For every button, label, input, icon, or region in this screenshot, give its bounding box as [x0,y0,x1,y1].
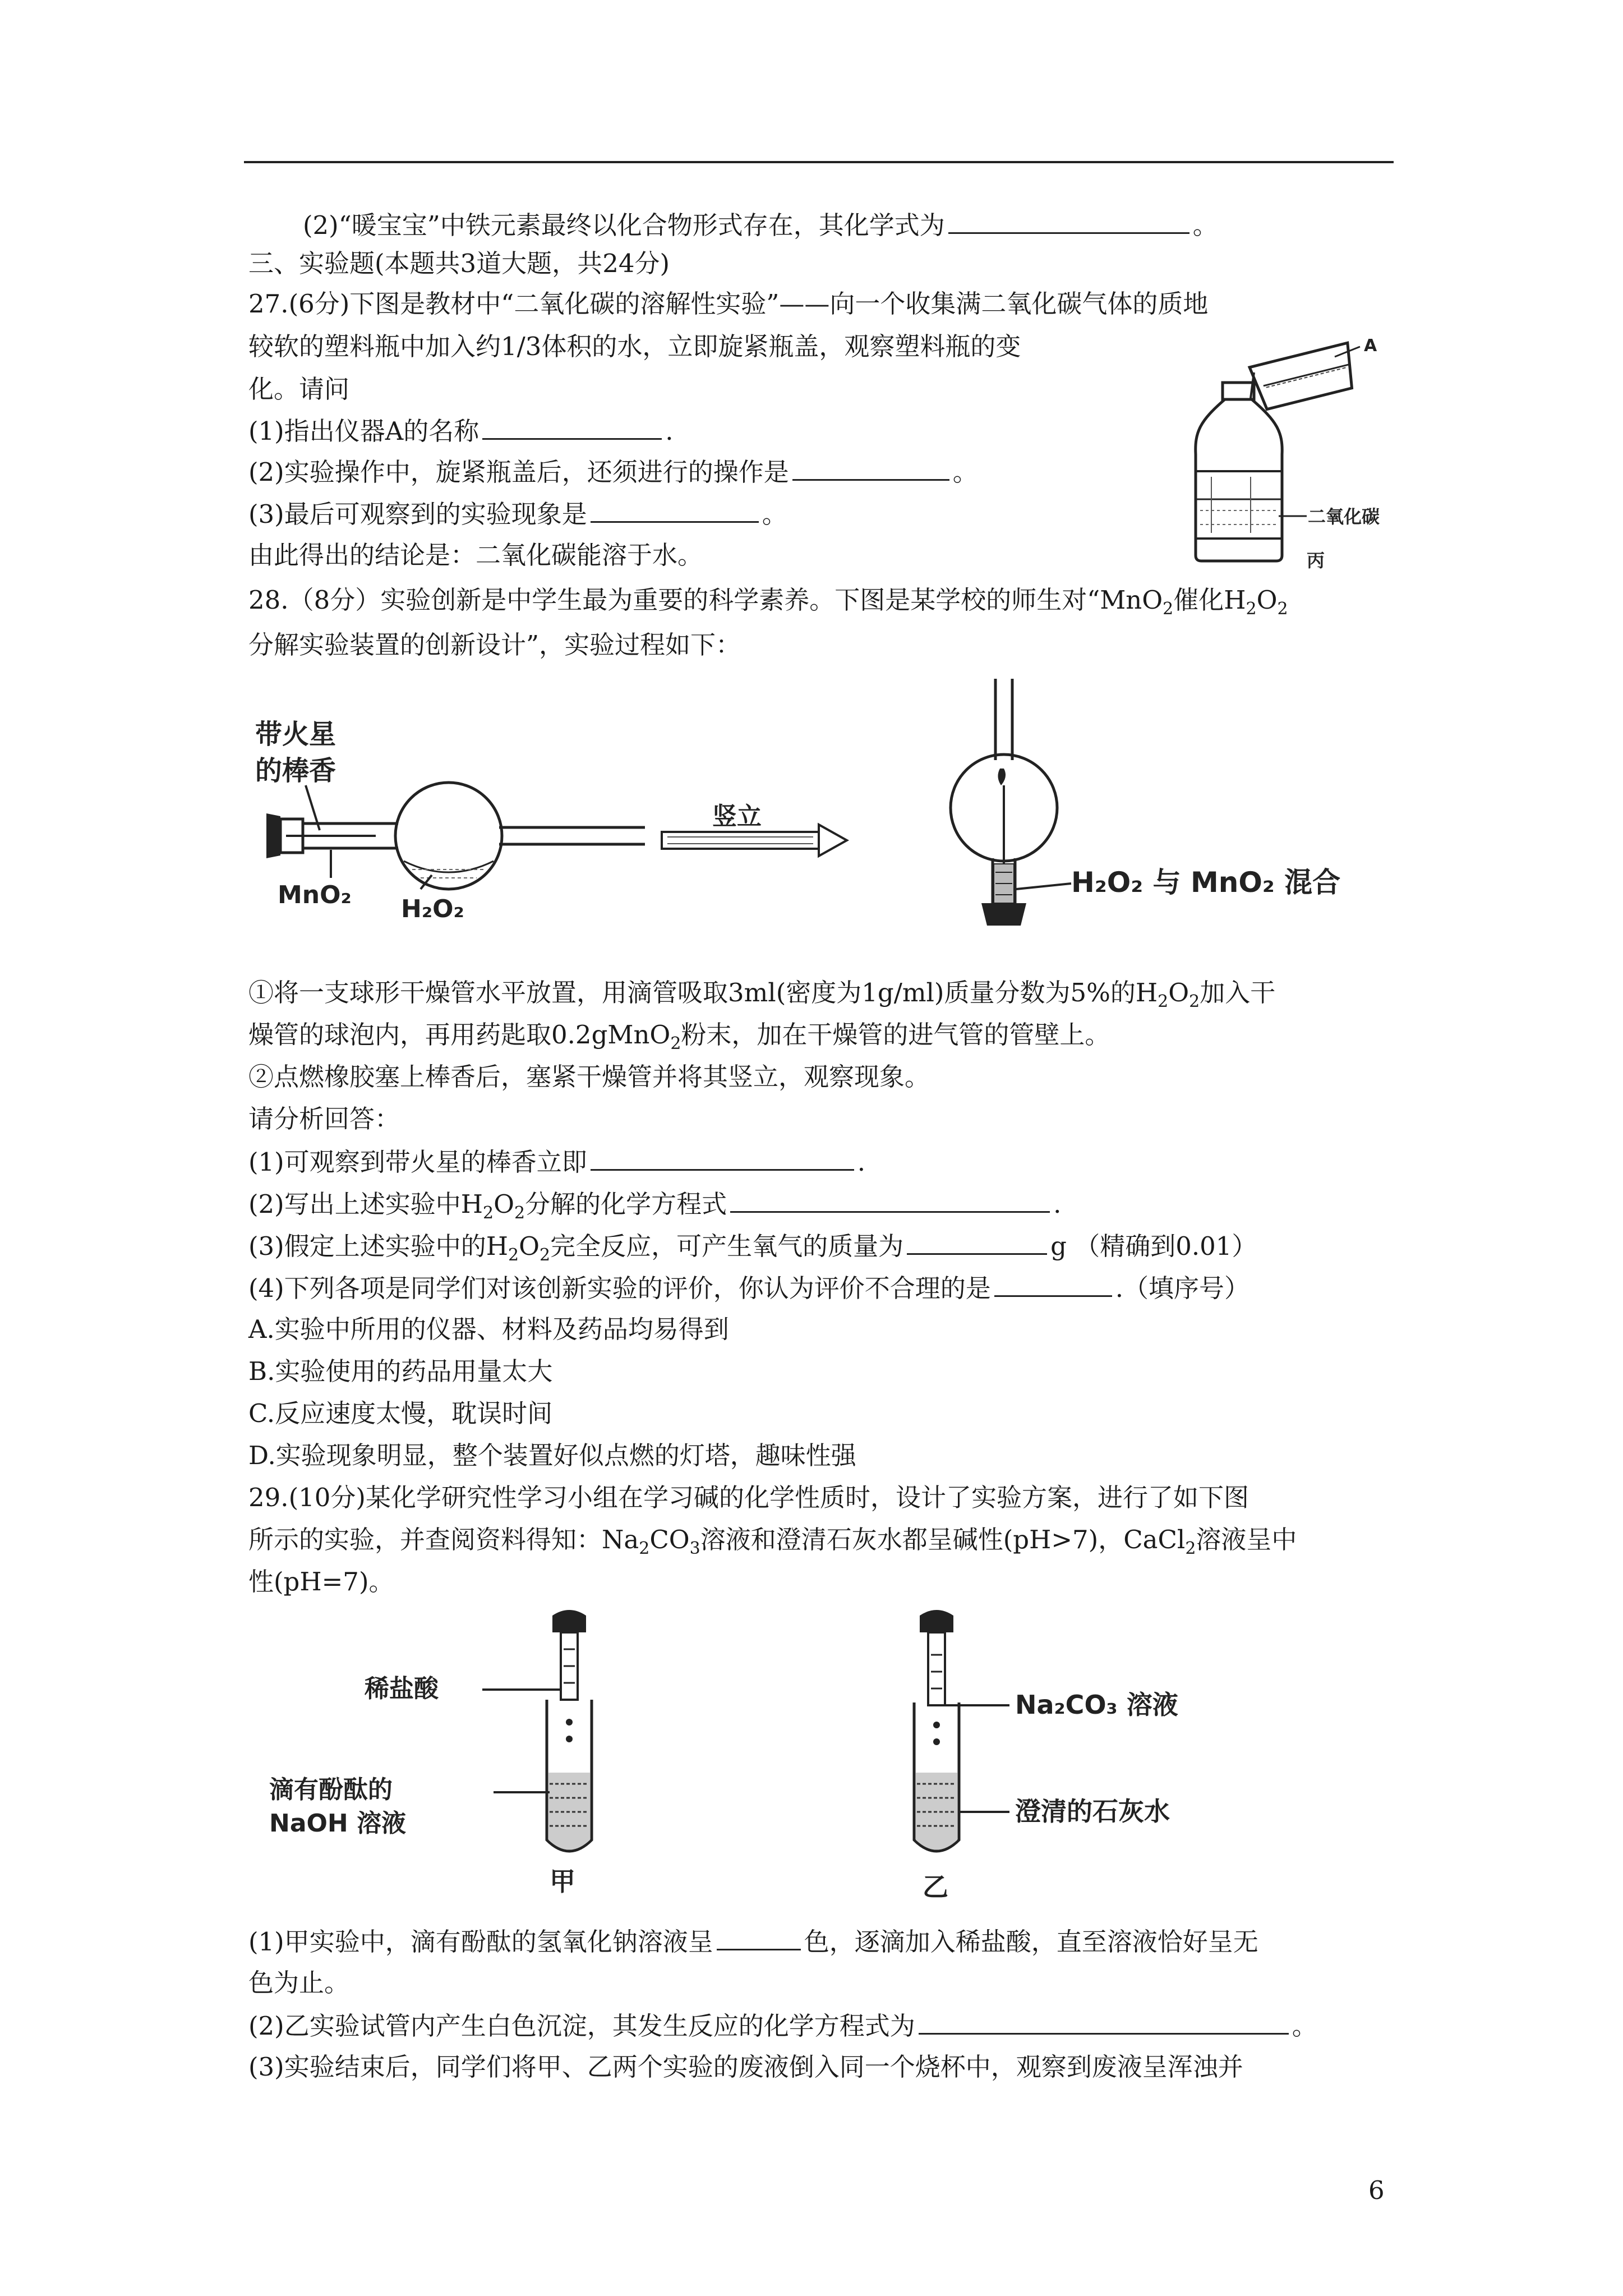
answer-blank[interactable] [591,496,759,523]
answer-blank[interactable] [948,208,1189,234]
q27-item3: (3)最后可观察到的实验现象是 。 [248,496,787,531]
label-co2: 二氧化碳 [1308,506,1380,527]
q27-item2: (2)实验操作中，旋紧瓶盖后，还须进行的操作是 。 [248,454,978,489]
q27-stem-line2: 较软的塑料瓶中加入约1/3体积的水，立即旋紧瓶盖，观察塑料瓶的变 [248,332,1021,361]
label-naoh-2: NaOH 溶液 [269,1809,407,1838]
section-title: 三、实验题(本题共3道大题，共24分) [248,249,670,278]
dropper-yi-icon [920,1610,953,1705]
label-arrow: 竖立 [712,802,762,831]
q28-option-b: B.实验使用的药品用量太大 [248,1356,553,1386]
q29-item1-line2: 色为止。 [248,1968,350,1998]
answer-blank[interactable] [792,454,949,481]
q27-item1: (1)指出仪器A的名称 . [248,413,674,448]
label-h2o2: H₂O₂ [401,895,464,923]
q28-stem-line1: 28.（8分）实验创新是中学生最为重要的科学素养。下图是某学校的师生对“MnO$_2$催化$H_2O_2$ [248,585,1288,619]
label-bing: 丙 [1307,550,1325,571]
q29-stem-line2: 所示的实验，并查阅资料得知：$Na_2CO_3$溶液和澄清石灰水都呈碱性(pH>7)，CaCl$_2$溶液呈中 [248,1525,1297,1558]
answer-blank[interactable] [919,2008,1289,2035]
dropper-jia-icon [552,1610,586,1700]
q28-option-a: A.实验中所用的仪器、材料及药品均易得到 [248,1314,729,1344]
header-rule [244,161,1394,163]
test-tube-jia-icon [547,1700,592,1851]
label-yi: 乙 [923,1872,948,1902]
q28-item2: (2)写出上述实验中$H_2O_2$分解的化学方程式 . [248,1186,1061,1221]
test-tube-yi-icon [914,1703,959,1851]
label-na2co3: Na₂CO₃ 溶液 [1015,1690,1178,1720]
q28-item4: (4)下列各项是同学们对该创新实验的评价，你认为评价不合理的是 .（填序号） [248,1271,1249,1305]
arrow-right-icon [662,802,847,856]
answer-blank[interactable] [730,1186,1050,1213]
answer-blank[interactable] [591,1144,854,1171]
q29-item3: (3)实验结束后，同学们将甲、乙两个实验的废液倒入同一个烧杯中，观察到废液呈浑浊并 [248,2052,1243,2082]
q28-step2: ②点燃橡胶塞上棒香后，塞紧干燥管并将其竖立，观察现象。 [248,1062,930,1092]
q29-item1-line1: (1)甲实验中，滴有酚酞的氢氧化钠溶液呈 色，逐滴加入稀盐酸，直至溶液恰好呈无 [248,1924,1258,1959]
label-naoh-1: 滴有酚酞的 [269,1775,393,1804]
figure-q29-test-tubes [247,1604,1312,1902]
answer-blank[interactable] [717,1924,801,1950]
page-number: 6 [1368,2175,1385,2205]
label-incense-2: 的棒香 [255,755,336,786]
q27-conclusion: 由此得出的结论是：二氧化碳能溶于水。 [248,540,703,570]
label-incense-1: 带火星 [255,719,336,750]
q29-item2: (2)乙实验试管内产生白色沉淀，其发生反应的化学方程式为 。 [248,2008,1317,2043]
label-mno2: MnO₂ [278,881,352,909]
answer-blank[interactable] [907,1228,1047,1255]
drying-tube-horizontal-icon [266,783,645,889]
q28-step1-line1: ①将一支球形干燥管水平放置，用滴管吸取3ml(密度为1g/ml)质量分数为5%的$H_2O_2$加入干 [248,978,1276,1011]
drying-tube-vertical-icon [951,679,1057,926]
q29-stem-line3: 性(pH=7)。 [248,1567,394,1596]
q28-option-c: C.反应速度太慢，耽误时间 [248,1398,553,1428]
q28-item1: (1)可观察到带火星的棒香立即 . [248,1144,865,1179]
answer-blank[interactable] [482,413,662,440]
label-limewater: 澄清的石灰水 [1015,1796,1170,1826]
figure-q27-bottle [1166,331,1413,572]
figure-q28-apparatus [247,668,1413,931]
label-mix: H₂O₂ 与 MnO₂ 混合 [1071,866,1341,899]
q28-prompt: 请分析回答： [248,1104,400,1134]
q28-step1-line2: 燥管的球泡内，再用药匙取0.2gMnO$_2$粉末，加在干燥管的进气管的管壁上。 [248,1020,1110,1053]
label-a: A [1364,336,1377,356]
q28-item3: (3)假定上述实验中的$H_2O_2$完全反应，可产生氧气的质量为 g （精确到0.01） [248,1228,1257,1263]
answer-blank[interactable] [994,1271,1112,1297]
q28-option-d: D.实验现象明显，整个装置好似点燃的灯塔，趣味性强 [248,1441,856,1470]
q26-part2-line: (2)“暖宝宝”中铁元素最终以化合物形式存在，其化学式为 。 [303,208,1218,242]
q29-stem-line1: 29.(10分)某化学研究性学习小组在学习碱的化学性质时，设计了实验方案，进行了如下图 [248,1483,1249,1512]
q28-stem-line2: 分解实验装置的创新设计”，实验过程如下： [248,630,741,660]
label-hcl: 稀盐酸 [365,1674,439,1703]
q27-stem-line3: 化。请问 [248,374,350,404]
label-jia: 甲 [550,1866,575,1897]
q27-stem-line1: 27.(6分)下图是教材中“二氧化碳的溶解性实验”——向一个收集满二氧化碳气体的质地 [248,289,1209,319]
